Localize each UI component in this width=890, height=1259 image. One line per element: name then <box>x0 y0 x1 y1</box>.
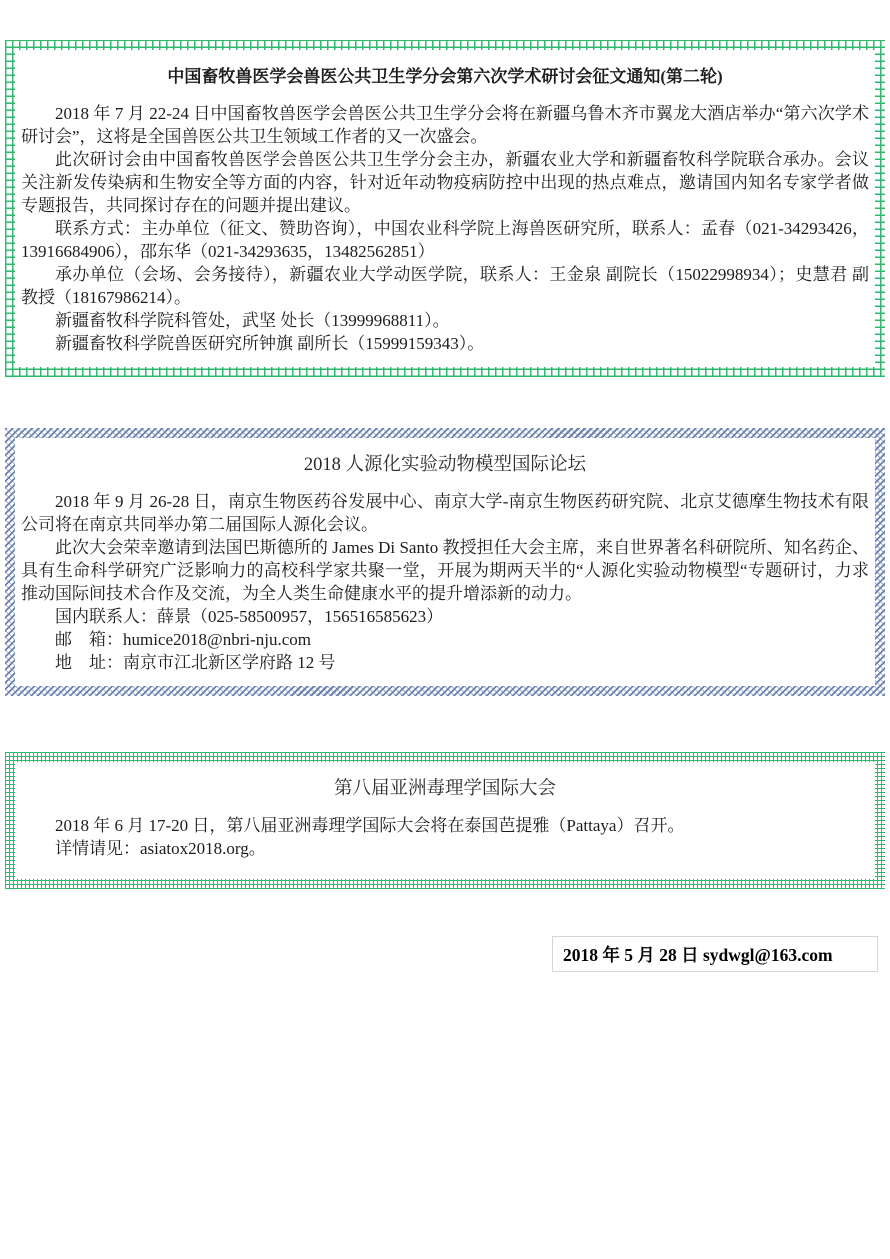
notice-title: 2018 人源化实验动物模型国际论坛 <box>303 455 587 475</box>
notice-paragraph: 此次研讨会由中国畜牧兽医学会兽医公共卫生学分会主办，新疆农业大学和新疆畜牧科学院联合承办。会议关注新发传染病和生物安全等方面的内容，针对近年动物疫病防控中出现的热点难点，邀请国内知名专家学者做专题报告，共同探讨存在的问题并提出建议。 <box>21 150 869 215</box>
notice-paragraph-website: 详情请见：asiatox2018.org。 <box>55 839 266 858</box>
footer-text: 2018 年 5 月 28 日 sydwgl@163.com <box>563 944 833 965</box>
notice-paragraph: 联系方式：主办单位（征文、赞助咨询），中国农业科学院上海兽医研究所，联系人：孟春（021-34293426，13916684906），邵东华（021-34293635，13482562851） <box>21 219 869 261</box>
notice-title: 第八届亚洲毒理学国际大会 <box>333 779 556 799</box>
footer-date-email-box <box>552 936 878 972</box>
notice-paragraph: 国内联系人：薛景（025-58500957，156516585623） <box>55 607 444 626</box>
notice-paragraph: 2018 年 9 月 26-28 日，南京生物医药谷发展中心、南京大学-南京生物医药研究院、北京艾德摩生物技术有限公司将在南京共同举办第二届国际人源化会议。 <box>21 492 869 534</box>
notice-body <box>21 490 869 674</box>
notice-paragraph: 新疆畜牧科学院兽医研究所钟旗 副所长（15999159343）。 <box>55 334 485 353</box>
notice-card-asian-toxicology-congress <box>5 752 885 889</box>
notice-content <box>15 50 875 367</box>
notice-paragraph: 此次大会荣幸邀请到法国巴斯德所的 James Di Santo 教授担任大会主席，来自世界著名科研院所、知名药企、具有生命科学研究广泛影响力的高校科学家共聚一堂，开展为期两天半的“人源化实验动物模型“专题研讨，力求推动国际间技术合作及交流，为全人类生命健康水平的提升增添新的动力。 <box>21 538 869 603</box>
notice-content <box>15 762 875 879</box>
notice-card-veterinary-symposium <box>5 40 885 377</box>
notice-paragraph: 2018 年 6 月 17-20 日，第八届亚洲毒理学国际大会将在泰国芭提雅（Pattaya）召开。 <box>55 816 685 835</box>
notice-paragraph-address: 地 址：南京市江北新区学府路 12 号 <box>55 653 336 672</box>
notice-paragraph-email: 邮 箱：humice2018@nbri-nju.com <box>55 630 311 649</box>
notice-paragraph: 新疆畜牧科学院科管处，武坚 处长（13999968811）。 <box>55 311 450 330</box>
notice-content <box>15 438 875 686</box>
notice-body <box>21 814 869 860</box>
notice-body <box>21 102 869 355</box>
notice-card-humanized-animal-model-forum <box>5 428 885 696</box>
notice-paragraph: 2018 年 7 月 22-24 日中国畜牧兽医学会兽医公共卫生学分会将在新疆乌鲁木齐市翼龙大酒店举办“第六次学术研讨会”，这将是全国兽医公共卫生领域工作者的又一次盛会。 <box>21 104 869 146</box>
notice-title: 中国畜牧兽医学会兽医公共卫生学分会第六次学术研讨会征文通知(第二轮) <box>167 67 723 86</box>
notice-paragraph: 承办单位（会场、会务接待），新疆农业大学动医学院，联系人：王金泉 副院长（15022998934）；史慧君 副教授（18167986214）。 <box>21 265 869 307</box>
